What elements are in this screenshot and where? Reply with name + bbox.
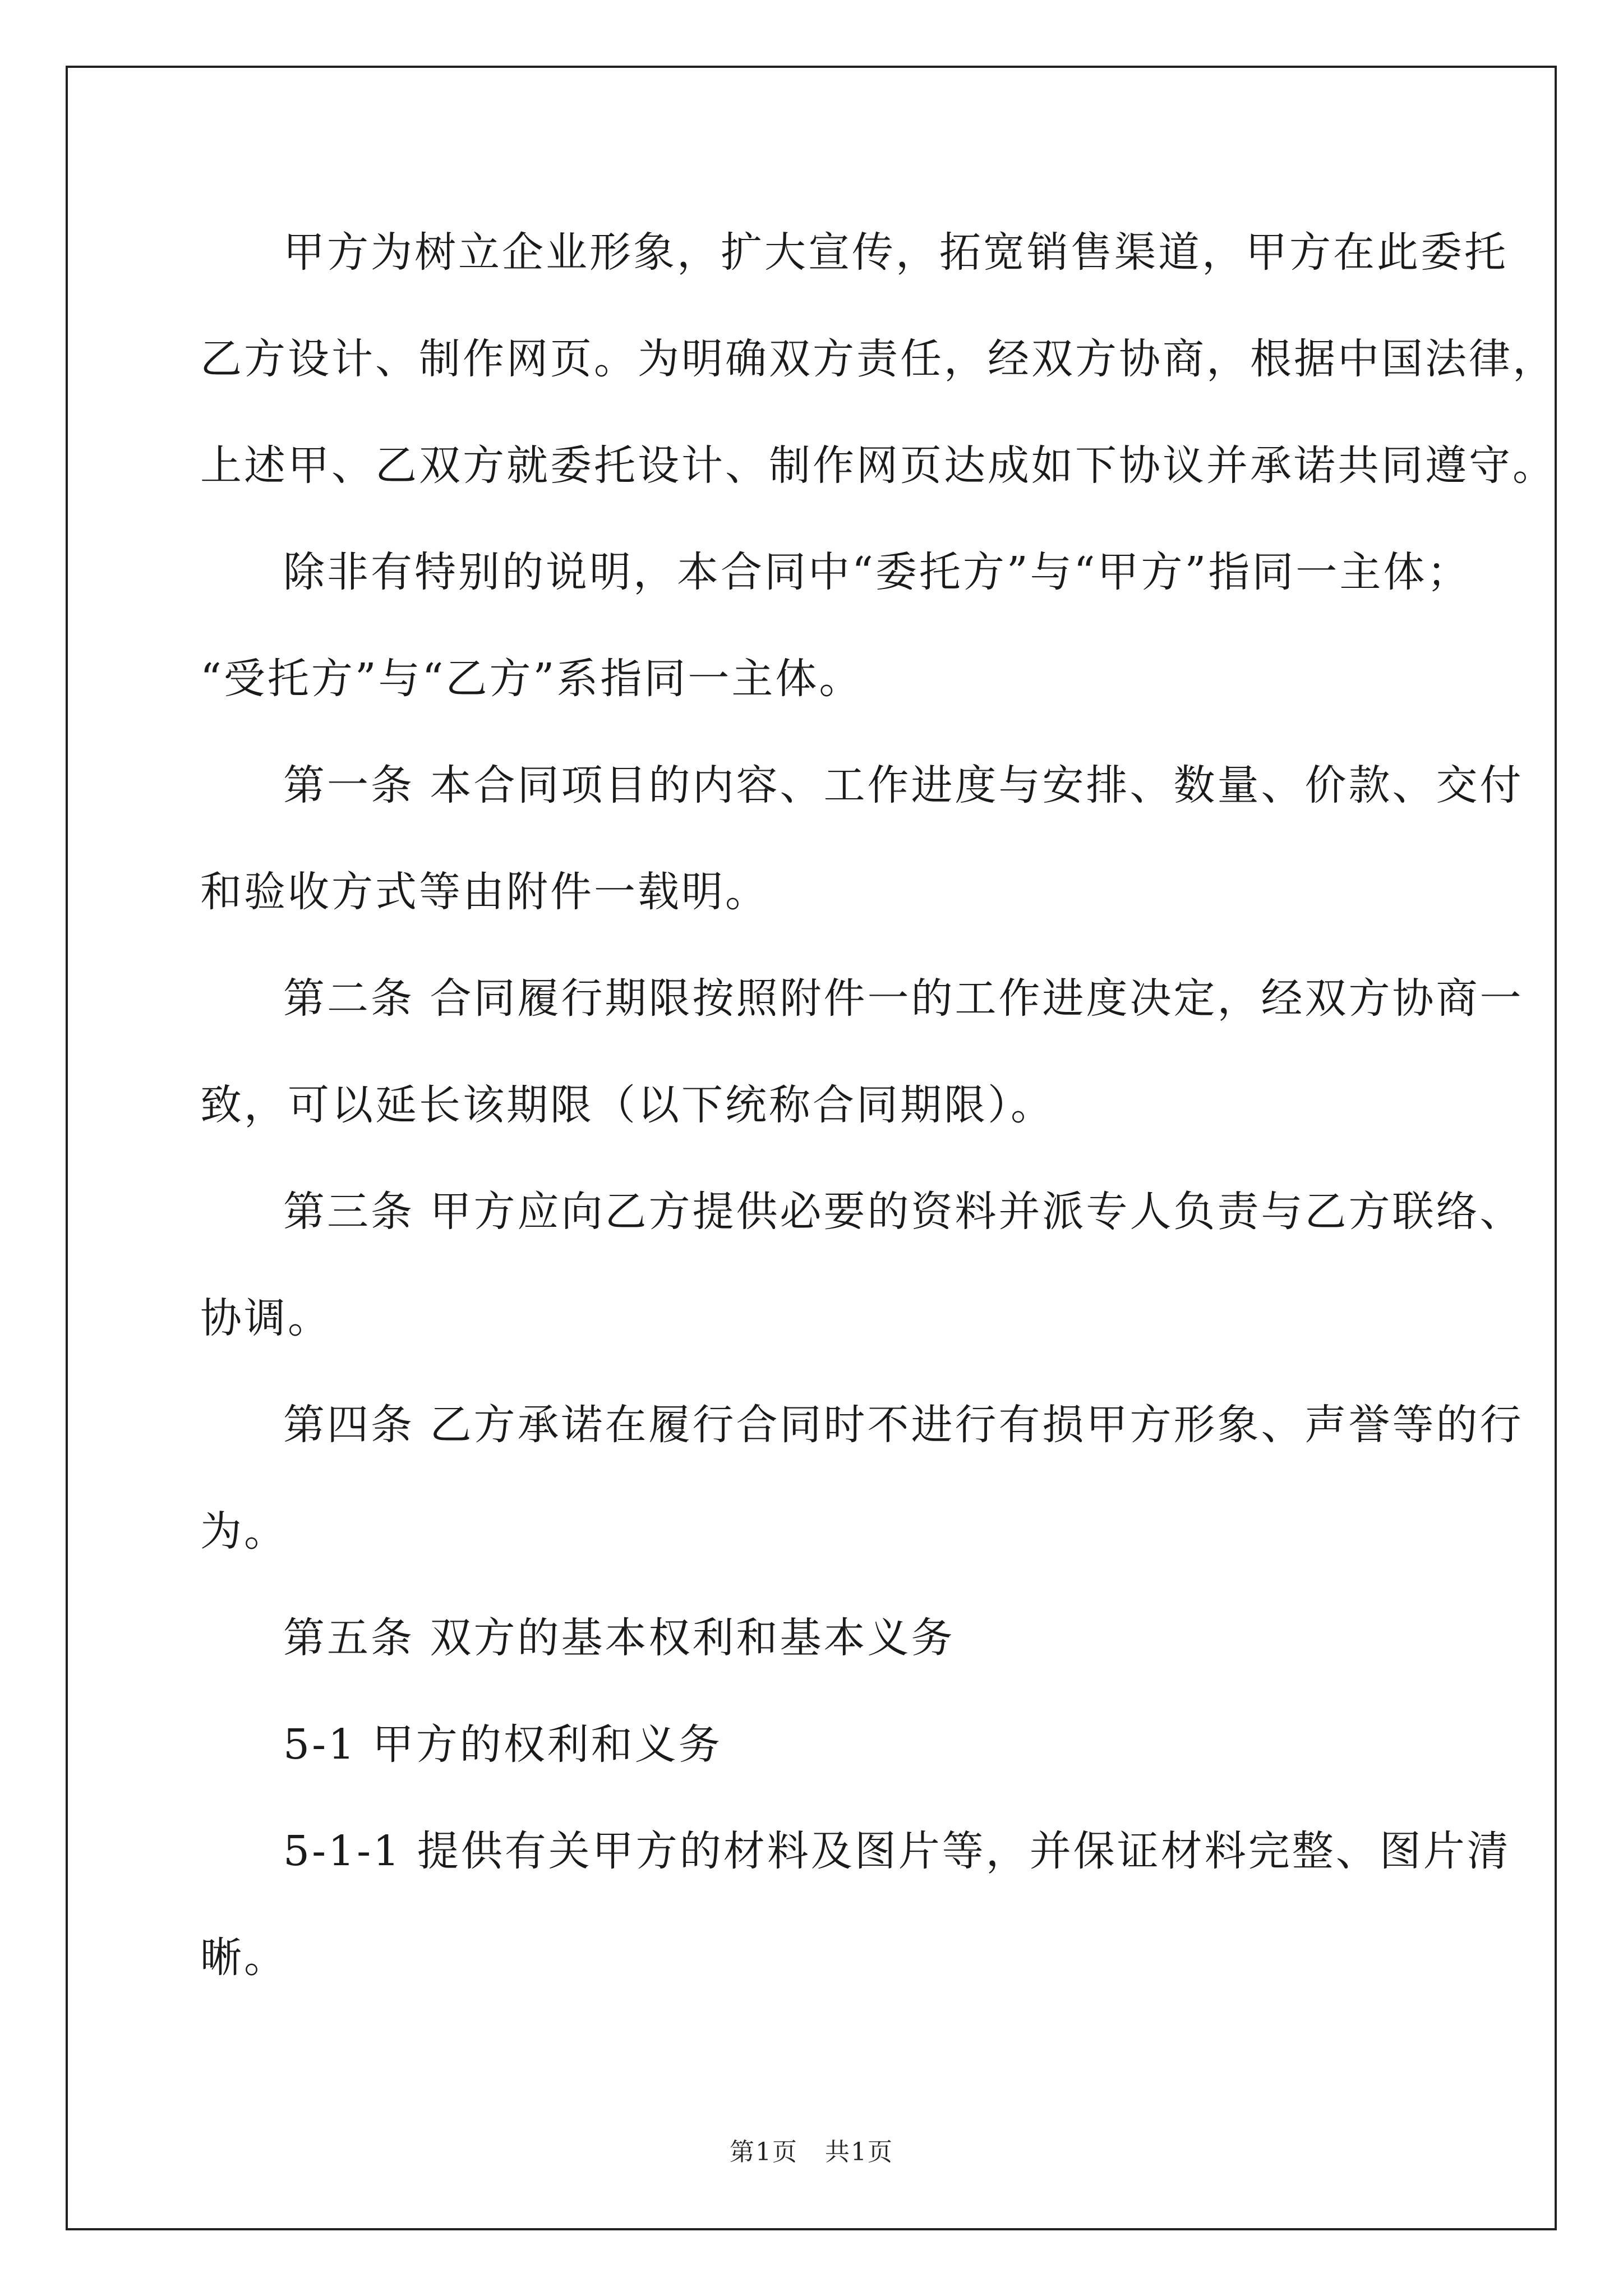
text-line: 除非有特别的说明，本合同中“委托方”与“甲方”指同一主体；: [283, 548, 1471, 596]
text-line: “受托方”与“乙方”系指同一主体。: [200, 655, 863, 703]
text-line: 第四条 乙方承诺在履行合同时不进行有损甲方形象、声誉等的行: [283, 1401, 1524, 1449]
text-line: 上述甲、乙双方就委托设计、制作网页达成如下协议并承诺共同遵守。: [200, 441, 1556, 490]
text-line: 晰。: [200, 1934, 288, 1982]
text-line: 为。: [200, 1507, 288, 1556]
text-line: 甲方为树立企业形象，扩大宣传，拓宽销售渠道，甲方在此委托: [283, 228, 1508, 277]
text-line: 第三条 甲方应向乙方提供必要的资料并派专人负责与乙方联络、: [283, 1188, 1524, 1236]
page-footer: [0, 2132, 1623, 2168]
text-line: 致，可以延长该期限（以下统称合同期限）。: [200, 1081, 1054, 1129]
page-total: 共1页: [825, 2138, 893, 2166]
text-line: 5-1 甲方的权利和义务: [283, 1720, 722, 1769]
text-line: 乙方设计、制作网页。为明确双方责任，经双方协商，根据中国法律，: [200, 335, 1556, 383]
text-line: 协调。: [200, 1294, 331, 1342]
text-line: 第一条 本合同项目的内容、工作进度与安排、数量、价款、交付: [283, 761, 1524, 809]
text-line: 和验收方式等由附件一载明。: [200, 868, 769, 916]
page-number: 第1页: [730, 2138, 798, 2166]
document-body: [200, 199, 1556, 2011]
text-line: 第二条 合同履行期限按照附件一的工作进度决定，经双方协商一: [283, 974, 1524, 1023]
text-line: 第五条 双方的基本权利和基本义务: [283, 1614, 955, 1662]
text-line: 5-1-1 提供有关甲方的材料及图片等，并保证材料完整、图片清: [283, 1827, 1511, 1875]
